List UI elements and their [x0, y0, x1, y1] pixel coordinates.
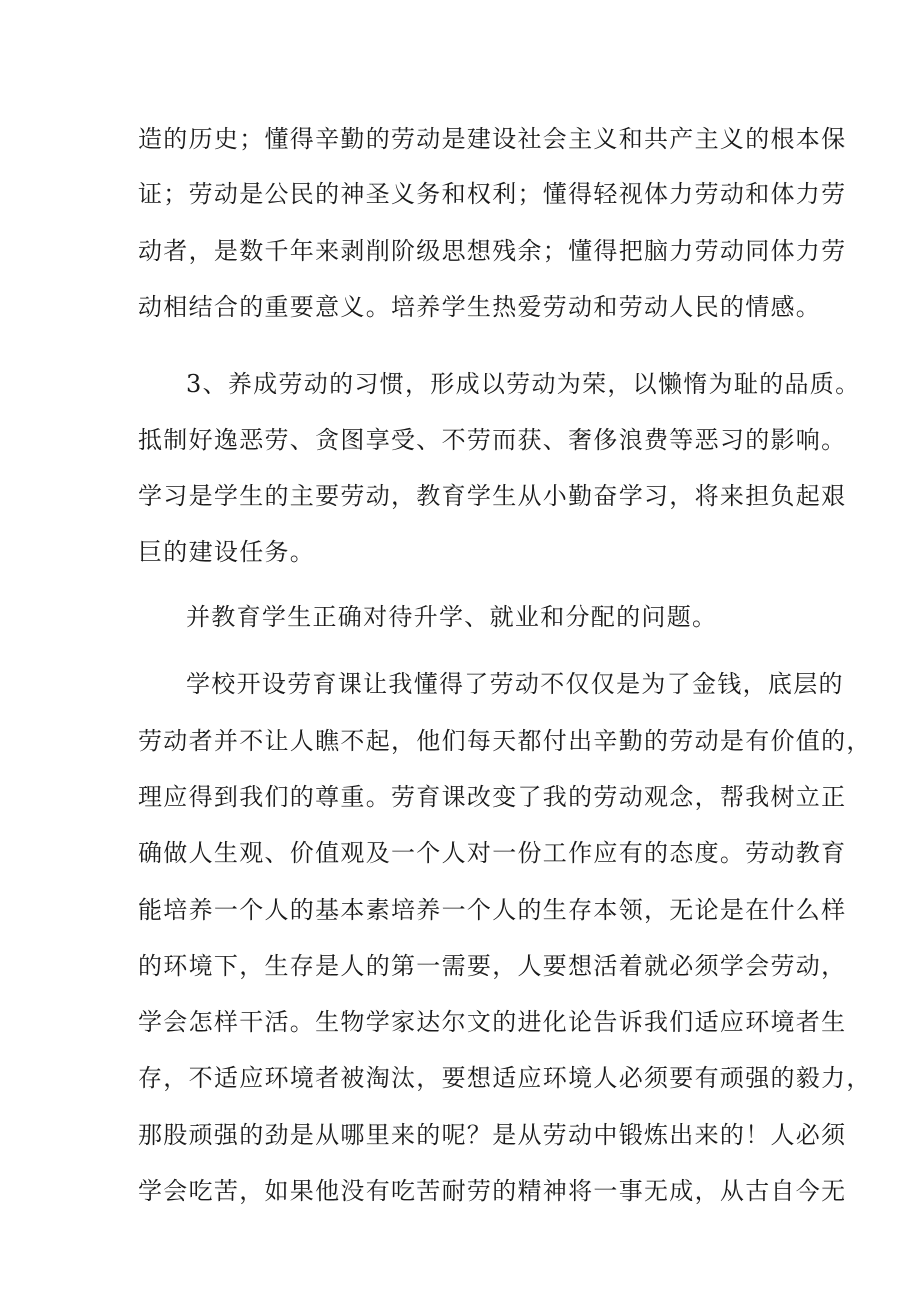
text-line: 证；劳动是公民的神圣义务和权利；懂得轻视体力劳动和体力劳: [138, 180, 847, 208]
text-line: 存，不适应环境者被淘汰，要想适应环境人必须要有顽强的毅力，: [138, 1064, 872, 1092]
text-line: 理应得到我们的尊重。劳育课改变了我的劳动观念，帮我树立正: [138, 783, 847, 811]
text-line: 抵制好逸恶劳、贪图享受、不劳而获、奢侈浪费等恶习的影响。: [138, 426, 847, 454]
text-line: 学习是学生的主要劳动，教育学生从小勤奋学习，将来担负起艰: [138, 482, 847, 510]
text-line: 学会怎样干活。生物学家达尔文的进化论告诉我们适应环境者生: [138, 1008, 847, 1036]
text-line: 劳动者并不让人瞧不起，他们每天都付出辛勤的劳动是有价值的，: [138, 727, 872, 755]
text-line: 造的历史；懂得辛勤的劳动是建设社会主义和共产主义的根本保: [138, 125, 847, 153]
text-line: 并教育学生正确对待升学、就业和分配的问题。: [186, 603, 718, 631]
text-line: 那股顽强的劲是从哪里来的呢？是从劳动中锻炼出来的！人必须: [138, 1121, 847, 1149]
text-line: 动者，是数千年来剥削阶级思想残余；懂得把脑力劳动同体力劳: [138, 237, 847, 265]
text-line: 巨的建设任务。: [138, 538, 316, 566]
text-line: 3、养成劳动的习惯，形成以劳动为荣，以懒惰为耻的品质。: [186, 370, 861, 398]
text-line: 动相结合的重要意义。培养学生热爱劳动和劳动人民的情感。: [138, 293, 822, 321]
text-line: 确做人生观、价值观及一个人对一份工作应有的态度。劳动教育: [138, 839, 847, 867]
text-line: 能培养一个人的基本素培养一个人的生存本领，无论是在什么样: [138, 896, 847, 924]
text-line: 学校开设劳育课让我懂得了劳动不仅仅是为了金钱，底层的: [186, 670, 844, 698]
text-line: 学会吃苦，如果他没有吃苦耐劳的精神将一事无成，从古自今无: [138, 1177, 847, 1205]
text-line: 的环境下，生存是人的第一需要，人要想活着就必须学会劳动，: [138, 952, 847, 980]
